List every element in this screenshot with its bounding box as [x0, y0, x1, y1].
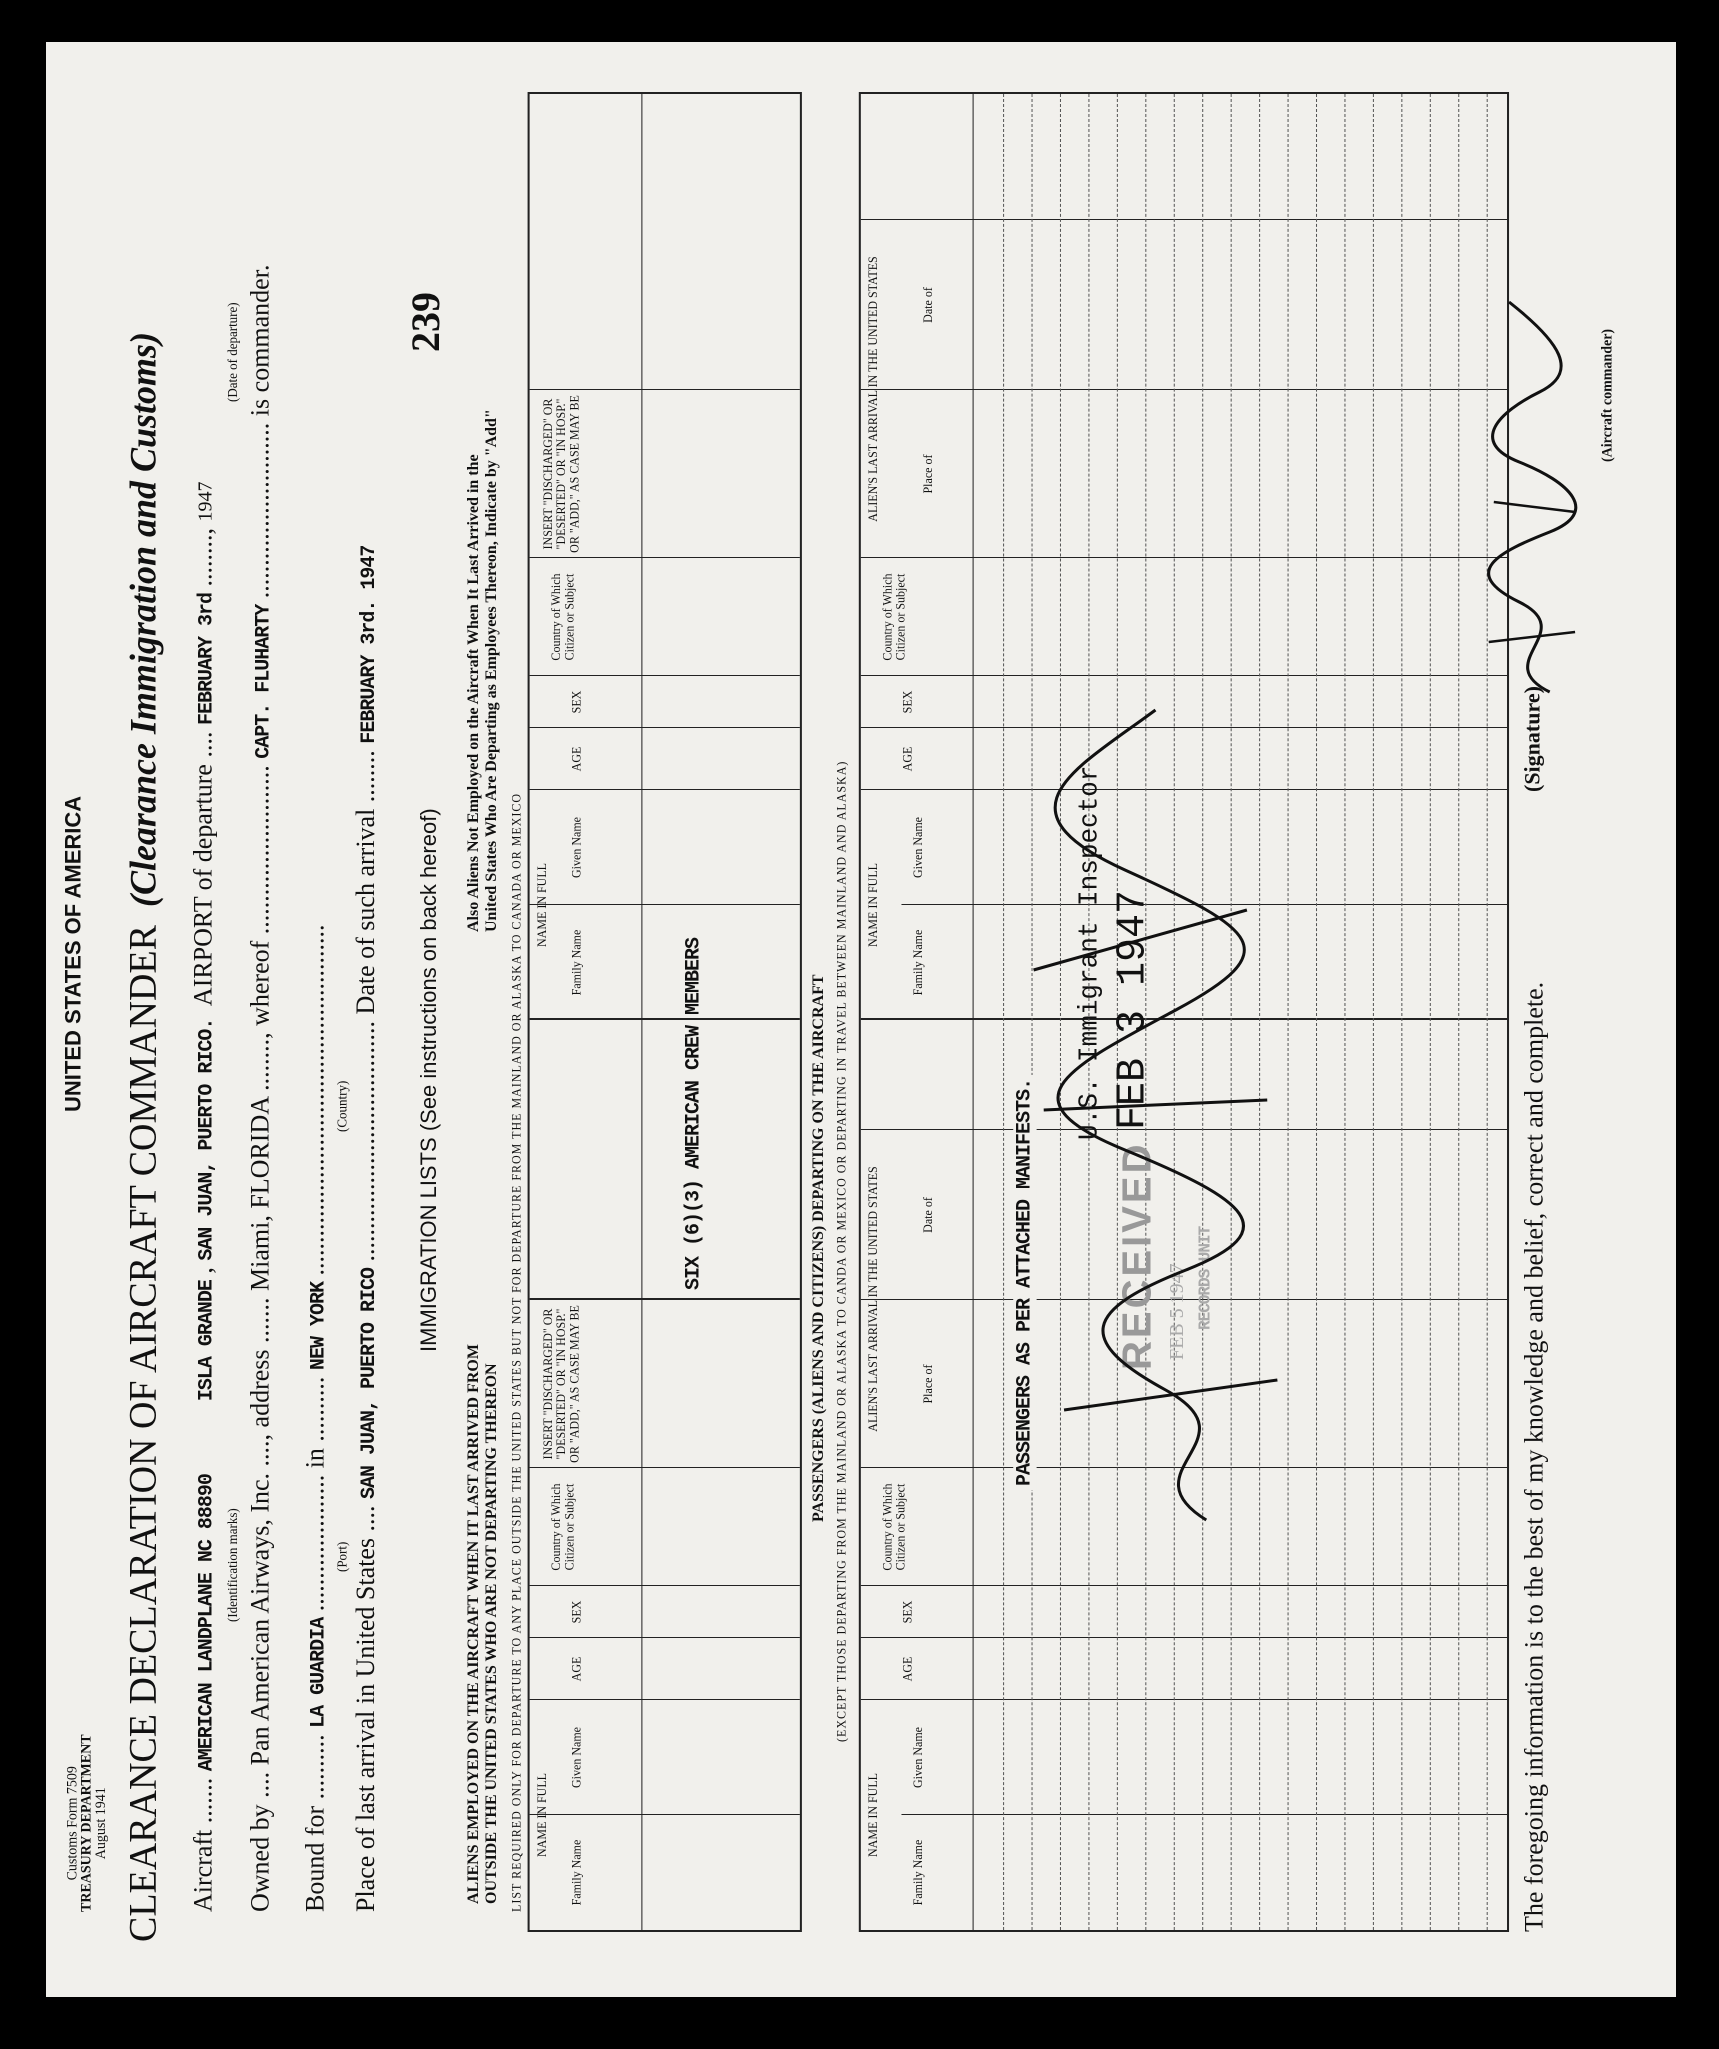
- bound-line: Bound for .......... LA GUARDIA ..................... in .......... NEW YORK ......................................................: [300, 924, 331, 1912]
- form-number-block: [66, 1734, 109, 1912]
- date-arrival-value: FEBRUARY 3rd. 1947: [357, 545, 382, 744]
- crew-family-header: Family Name: [569, 1839, 584, 1906]
- inspector-date: FEB 3 1947: [1110, 889, 1157, 1130]
- pax-name-header: NAME IN FULL: [865, 1773, 881, 1857]
- table-row: [1401, 94, 1402, 1930]
- crew2-insert-header: INSERT "DISCHARGED" OR "DESERTED" OR "IN HOSP." OR "ADD," AS CASE MAY BE: [540, 395, 582, 553]
- departure-year: 1947: [194, 481, 217, 522]
- handwritten-inspector-signature: [1003, 630, 1308, 1530]
- bound-country: NEW YORK: [307, 1282, 331, 1371]
- passengers-note: PASSENGERS AS PER ATTACHED MANIFESTS.: [1013, 1075, 1036, 1490]
- pax2-given-header: Given Name: [910, 817, 925, 878]
- records-unit-stamp: RECORDS UNIT: [1196, 1226, 1215, 1330]
- aircraft-name: ISLA GRANDE: [195, 1280, 219, 1402]
- owned-by-label: Owned by: [245, 1804, 275, 1912]
- aircraft-line: Aircraft ....... AMERICAN LANDPLANE NC 88890 ISLA GRANDE , SAN JUAN, PUERTO RICO. AIRPORT of departure .... FEBRUARY 3rd ........, 1947: [188, 481, 219, 1912]
- commander-signature: [1479, 282, 1591, 702]
- pax2-place-header: Place of: [920, 454, 935, 494]
- crew-given-header: Given Name: [569, 1727, 584, 1788]
- pax-place-header: Place of: [920, 1364, 935, 1404]
- address-label: address: [245, 1349, 275, 1428]
- table-row: [1430, 94, 1431, 1930]
- pax2-lastarrival-header: ALIEN'S LAST ARRIVAL IN THE UNITED STATES: [865, 256, 881, 522]
- form-date: August 1941: [93, 1787, 109, 1860]
- immigration-heading: IMMIGRATION LISTS (See instructions on back hereof): [415, 808, 442, 1352]
- commander-value: CAPT. FLUHARTY: [252, 604, 276, 759]
- signature-label: (Signature): [1519, 686, 1545, 792]
- rotated-form: [46, 42, 1672, 1992]
- crew-country-header: Country of Which Citizen or Subject: [548, 1483, 577, 1571]
- crew-sex-header: SEX: [569, 1600, 584, 1624]
- pax-family-header: Family Name: [910, 1839, 925, 1906]
- crew-note: SIX (6)(3) AMERICAN CREW MEMBERS: [682, 937, 706, 1290]
- pax-country-header: Country of Which Citizen or Subject: [880, 1483, 908, 1571]
- crew2-name-header: NAME IN FULL: [534, 863, 549, 947]
- departure-date-value: FEBRUARY 3rd: [195, 593, 219, 726]
- received-stamp: RECEIVED: [1114, 1141, 1160, 1370]
- certification-text: The foregoing information is to the best of my knowledge and belief, correct and complete.: [1519, 981, 1549, 1932]
- crew2-sex-header: SEX: [569, 690, 584, 714]
- pax2-country-header: Country of Which Citizen or Subject: [880, 573, 908, 661]
- crew-age-header: AGE: [569, 1656, 584, 1682]
- whereof-label: whereof: [245, 940, 275, 1026]
- pax2-age-header: AGE: [900, 746, 915, 772]
- commander-label: is commander.: [245, 264, 275, 417]
- table-row: [1316, 94, 1317, 1930]
- crew2-given-header: Given Name: [569, 817, 584, 878]
- section1-left-line1: ALIENS EMPLOYED ON THE AIRCRAFT WHEN IT LAST ARRIVED FROM: [464, 1344, 482, 1904]
- pax-date-header: Date of: [920, 1197, 935, 1233]
- form-page: [46, 42, 1676, 1997]
- in-label: in: [300, 1448, 330, 1469]
- pax-lastarrival-header: ALIEN'S LAST ARRIVAL IN THE UNITED STATES: [865, 1166, 881, 1432]
- pax2-name-header: NAME IN FULL: [865, 863, 881, 947]
- department: TREASURY DEPARTMENT: [79, 1734, 95, 1912]
- departure-date-caption: (Date of departure): [224, 302, 241, 402]
- passengers-subheading: (EXCEPT THOSE DEPARTING FROM THE MAINLAND OR ALASKA TO CANDA OR MEXICO OR DEPARTING IN TRAVEL BETWEEN MAINLAND AND ALASKA): [834, 760, 849, 1742]
- section1-left-heading: [465, 1344, 502, 1904]
- aircraft-label: Aircraft: [188, 1829, 218, 1912]
- airport-value: SAN JUAN, PUERTO RICO.: [195, 1018, 219, 1261]
- pax-age-header: AGE: [900, 1656, 915, 1682]
- last-arrival-value: SAN JUAN, PUERTO RICO: [357, 1267, 382, 1499]
- crew2-age-header: AGE: [569, 746, 584, 772]
- inspector-stamp: U.S. Immigrant Inspector: [1074, 765, 1105, 1140]
- country-caption: (Country): [334, 1080, 350, 1132]
- country-header: UNITED STATES OF AMERICA: [60, 795, 86, 1112]
- received-date: FEB 5 1947: [1165, 1263, 1188, 1360]
- form-title: CLEARANCE DECLARATION OF AIRCRAFT COMMANDER: [122, 925, 165, 1942]
- commander-caption: (Aircraft commander): [1600, 328, 1616, 462]
- crew-name-header: NAME IN FULL: [534, 1773, 549, 1857]
- address-value: Miami, FLORIDA: [245, 1097, 275, 1291]
- section1-right-line1: Also Aliens Not Employed on the Aircraft When It Last Arrived in the: [464, 454, 482, 932]
- crew-insert-header: INSERT "DISCHARGED" OR "DESERTED" OR "IN HOSP." OR "ADD," AS CASE MAY BE: [540, 1305, 582, 1463]
- table-row: [1458, 94, 1459, 1930]
- bound-port: LA GUARDIA: [307, 1617, 331, 1728]
- pax2-family-header: Family Name: [910, 929, 925, 996]
- last-arrival-line: Place of last arrival in United States .... SAN JUAN, PUERTO RICO ..................................... Date of such arrival ........ FEBRUARY 3rd. 1947: [350, 545, 382, 1912]
- table-row: [1373, 94, 1374, 1930]
- pax2-sex-header: SEX: [900, 690, 915, 714]
- passengers-table: [859, 92, 1509, 1932]
- pax2-date-header: Date of: [920, 287, 935, 323]
- owned-line: Owned by .... Pan American Airways, Inc. ...., address ....... Miami, FLORIDA ........, whereof .......................... CAPT. FLUHARTY ........................... is commander.: [245, 264, 276, 1912]
- owned-by-value: Pan American Airways, Inc.: [245, 1472, 275, 1766]
- pax-given-header: Given Name: [910, 1727, 925, 1788]
- id-marks-caption: (Identification marks): [224, 1508, 241, 1622]
- aircraft-value: AMERICAN LANDPLANE NC 88890: [195, 1474, 219, 1772]
- form-subtitle: (Clearance Immigration and Customs): [123, 331, 164, 908]
- last-arrival-label: Place of last arrival in United States: [350, 1537, 381, 1912]
- bound-label: Bound for: [300, 1805, 330, 1912]
- passengers-heading: PASSENGERS (ALIENS AND CITIZENS) DEPARTING ON THE AIRCRAFT: [810, 974, 828, 1522]
- section1-left-line2: OUTSIDE THE UNITED STATES WHO ARE NOT DEPARTING THEREON: [482, 1363, 501, 1904]
- list-required-note: LIST REQUIRED ONLY FOR DEPARTURE TO ANY PLACE OUTSIDE THE UNITED STATES BUT NOT FOR DEPARTURE FROM THE MAINLAND OR ALASKA TO CANADA OR MEXICO: [509, 792, 524, 1912]
- pax-sex-header: SEX: [900, 1600, 915, 1624]
- document-number: 239: [402, 292, 449, 352]
- section1-right-heading: [465, 409, 502, 932]
- crew2-family-header: Family Name: [569, 929, 584, 996]
- port-caption: (Port): [334, 1541, 350, 1572]
- form-number: Customs Form 7509: [65, 1766, 81, 1881]
- date-arrival-label: Date of such arrival: [350, 808, 381, 1015]
- table-row: [1344, 94, 1345, 1930]
- title-row: [121, 332, 166, 1942]
- crew2-country-header: Country of Which Citizen or Subject: [548, 573, 577, 661]
- section1-right-line2: United States Who Are Departing as Employees Thereon, Indicate by "Add": [482, 409, 501, 932]
- crew-table: [528, 92, 802, 1932]
- airport-label: AIRPORT of departure: [188, 764, 218, 1007]
